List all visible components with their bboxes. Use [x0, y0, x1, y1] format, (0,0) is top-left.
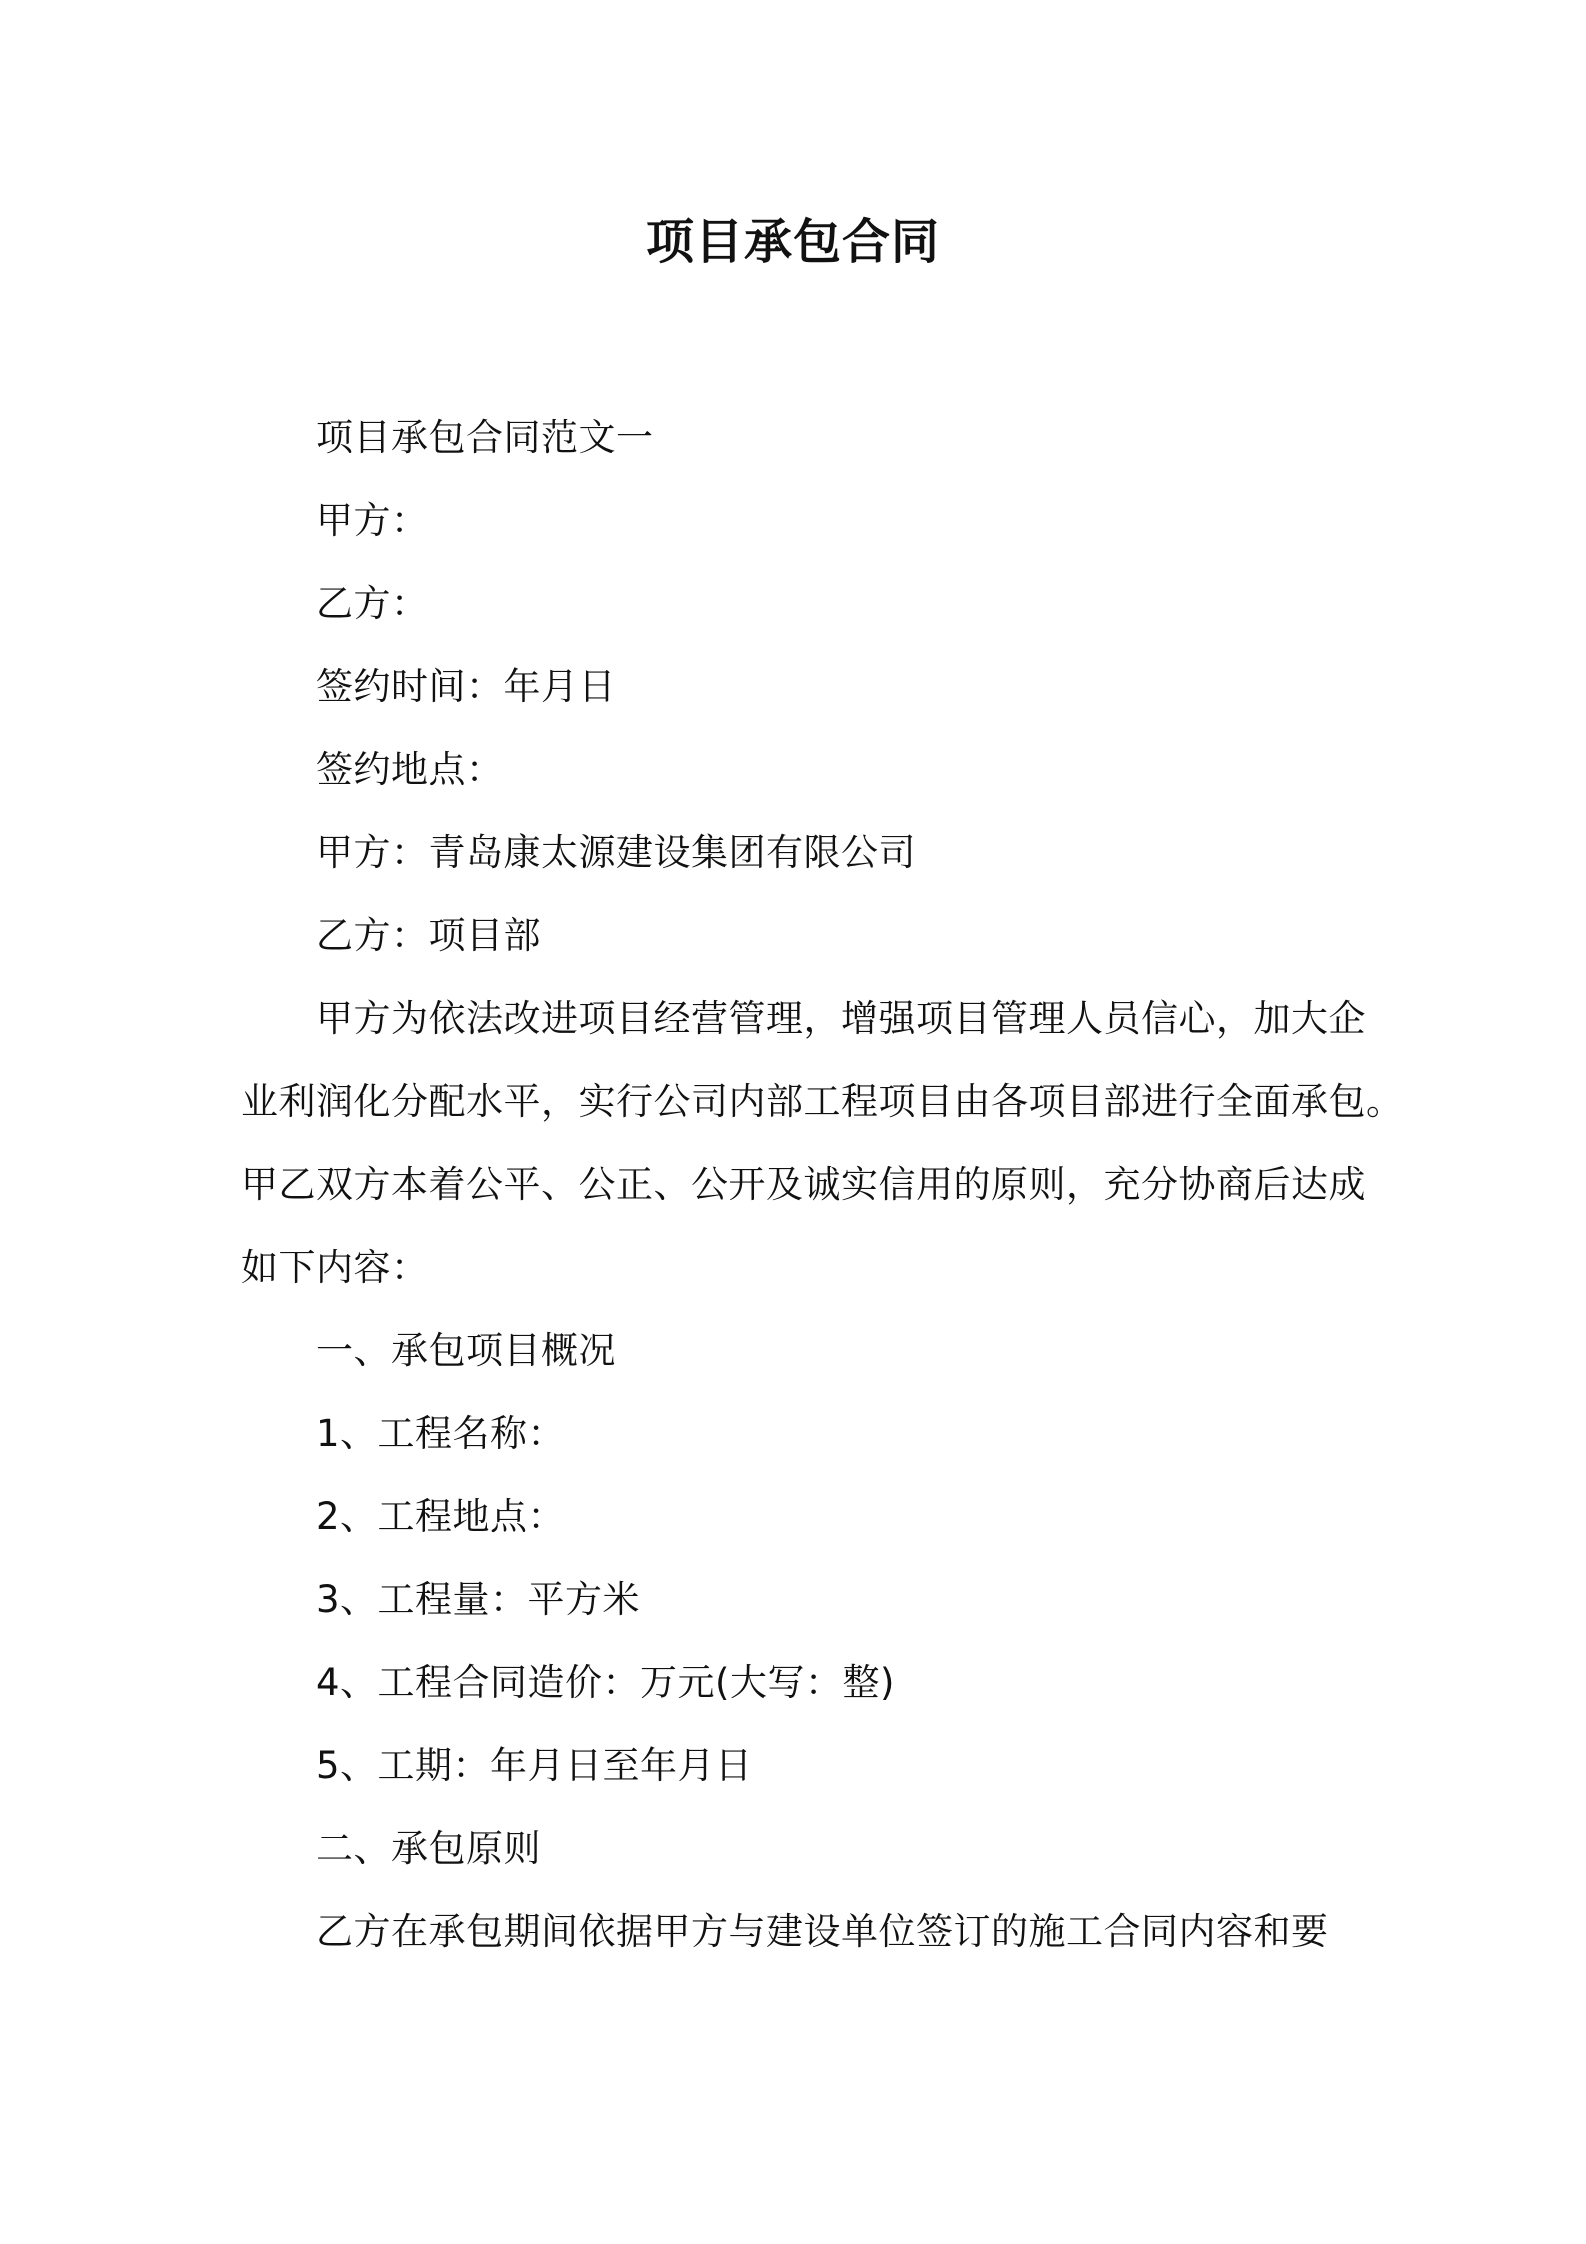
paragraph-line: 甲方为依法改进项目经营管理，增强项目管理人员信心，加大企 — [316, 997, 1366, 1040]
section-heading: 二、承包原则 — [316, 1827, 541, 1870]
party-a-line: 甲方： — [316, 499, 429, 542]
signing-time-line: 签约时间：年月日 — [316, 665, 616, 708]
section-heading: 一、承包项目概况 — [316, 1329, 616, 1372]
list-item: 5、工期：年月日至年月日 — [316, 1744, 753, 1787]
list-item: 3、工程量：平方米 — [316, 1578, 641, 1621]
paragraph-line: 业利润化分配水平，实行公司内部工程项目由各项目部进行全面承包。 — [241, 1080, 1404, 1123]
document-title: 项目承包合同 — [645, 214, 940, 270]
party-a-company-line: 甲方：青岛康太源建设集团有限公司 — [316, 831, 916, 874]
paragraph-line: 甲乙双方本着公平、公正、公开及诚实信用的原则，充分协商后达成 — [241, 1163, 1366, 1206]
list-item: 1、工程名称： — [316, 1412, 566, 1455]
list-item: 2、工程地点： — [316, 1495, 566, 1538]
paragraph-line: 乙方在承包期间依据甲方与建设单位签订的施工合同内容和要 — [316, 1910, 1329, 1953]
list-item: 4、工程合同造价：万元(大写：整) — [316, 1661, 895, 1704]
party-b-line: 乙方： — [316, 582, 429, 625]
paragraph-line: 如下内容： — [241, 1246, 429, 1289]
contract-subtitle: 项目承包合同范文一 — [316, 416, 654, 459]
signing-place-line: 签约地点： — [316, 748, 504, 791]
party-b-dept-line: 乙方：项目部 — [316, 914, 541, 957]
